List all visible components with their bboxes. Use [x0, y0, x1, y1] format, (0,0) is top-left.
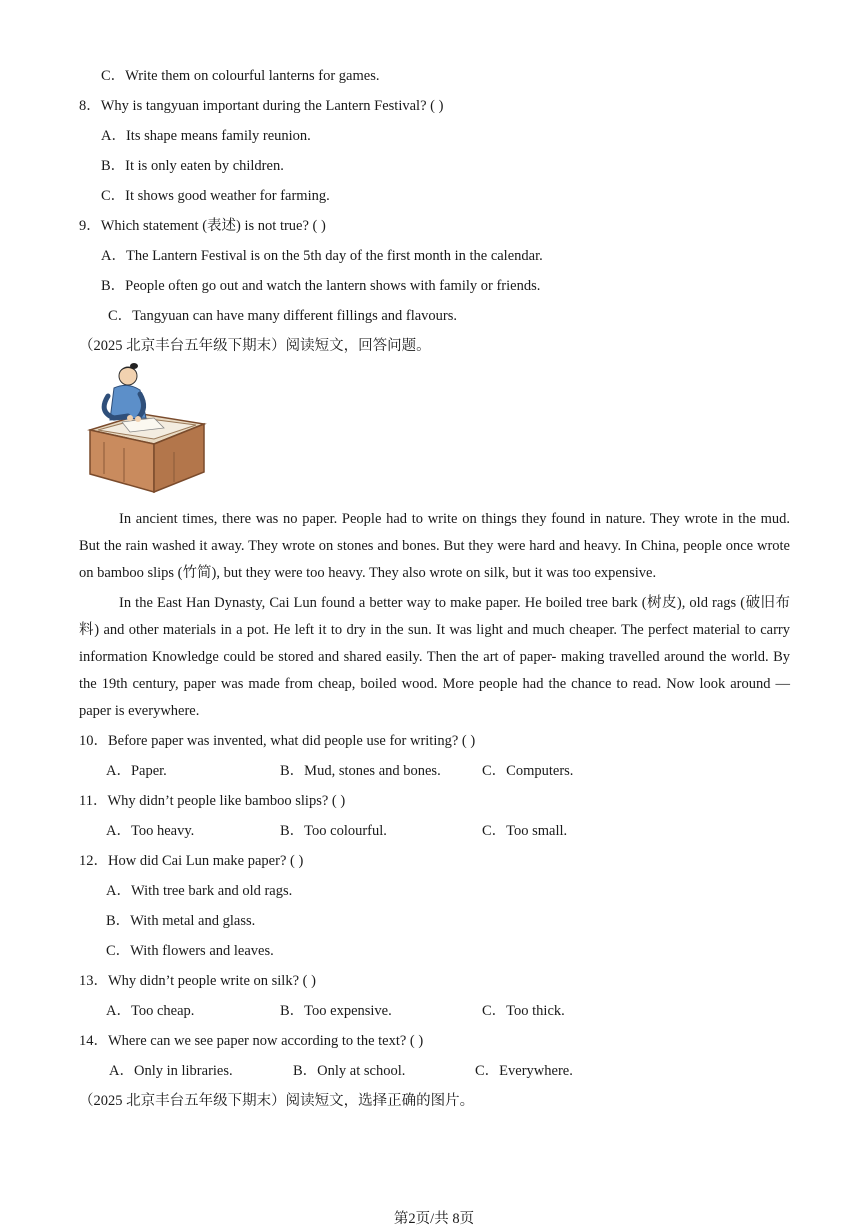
q13-option-c: C．Too thick.: [482, 1003, 565, 1019]
q9-option-b: B．People often go out and watch the lantern shows with family or friends.: [101, 278, 541, 294]
passage-paragraph-2: [79, 590, 790, 725]
q12-option-a: A．With tree bark and old rags.: [106, 883, 293, 899]
q9-option-a: A．The Lantern Festival is on the 5th day of the first month in the calendar.: [101, 248, 543, 264]
passage-paragraph-2-text: In the East Han Dynasty, Cai Lun found a better way to make paper. He boiled tree bark (树皮), old rags (破旧布料) and other materials in a pot. He left it to dry in the sun. It was light and much cheaper. The perfect material to carry information Knowledge could be stored and shared easily. Then the art of paper- making travelled around the world. By the 19th century, paper was made from cheap, boiled wood. More people had the chance to read. Now look around — paper is everywhere.: [79, 595, 790, 719]
papermaking-illustration: [84, 362, 210, 496]
q11-option-b: B．Too colourful.: [280, 823, 387, 839]
q10-stem: 10．Before paper was invented, what did people use for writing? ( ): [79, 733, 476, 749]
q10-option-a: A．Paper.: [106, 763, 167, 779]
section-source-2: （2025 北京丰台五年级下期末）阅读短文，选择正确的图片。: [79, 1093, 475, 1109]
q12-option-b: B．With metal and glass.: [106, 913, 256, 929]
q13-stem: 13．Why didn’t people write on silk? ( ): [79, 973, 316, 989]
q8-stem: 8．Why is tangyuan important during the Lantern Festival? ( ): [79, 98, 444, 114]
q9-option-c: C．Tangyuan can have many different fillings and flavours.: [108, 308, 458, 324]
q8-option-a: A．Its shape means family reunion.: [101, 128, 311, 144]
q9-stem: 9．Which statement (表述) is not true? ( ): [79, 218, 326, 234]
q14-stem: 14．Where can we see paper now according to the text? ( ): [79, 1033, 424, 1049]
section-source-1: （2025 北京丰台五年级下期末）阅读短文，回答问题。: [79, 338, 431, 354]
q7-option-c: C．Write them on colourful lanterns for games.: [101, 68, 380, 84]
q8-option-c: C．It shows good weather for farming.: [101, 188, 330, 204]
q11-option-a: A．Too heavy.: [106, 823, 195, 839]
q14-option-a: A．Only in libraries.: [109, 1063, 233, 1079]
q14-option-b: B．Only at school.: [293, 1063, 406, 1079]
passage-paragraph-1: [79, 506, 790, 587]
q13-option-a: A．Too cheap.: [106, 1003, 195, 1019]
q12-option-c: C．With flowers and leaves.: [106, 943, 274, 959]
q13-option-b: B．Too expensive.: [280, 1003, 392, 1019]
passage-paragraph-1-text: In ancient times, there was no paper. People had to write on things they found in nature. They wrote in the mud. But the rain washed it away. They wrote on stones and bones. But they were hard and heavy. In China, people once wrote on bamboo slips (竹简), but they were too heavy. They also wrote on silk, but it was too expensive.: [79, 511, 790, 581]
q14-option-c: C．Everywhere.: [475, 1063, 573, 1079]
q10-option-c: C．Computers.: [482, 763, 574, 779]
page-footer: 第2页/共 8页: [393, 1211, 475, 1227]
q11-option-c: C．Too small.: [482, 823, 568, 839]
q10-option-b: B．Mud, stones and bones.: [280, 763, 441, 779]
q12-stem: 12．How did Cai Lun make paper? ( ): [79, 853, 304, 869]
q8-option-b: B．It is only eaten by children.: [101, 158, 284, 174]
q11-stem: 11．Why didn’t people like bamboo slips? ( ): [79, 793, 346, 809]
